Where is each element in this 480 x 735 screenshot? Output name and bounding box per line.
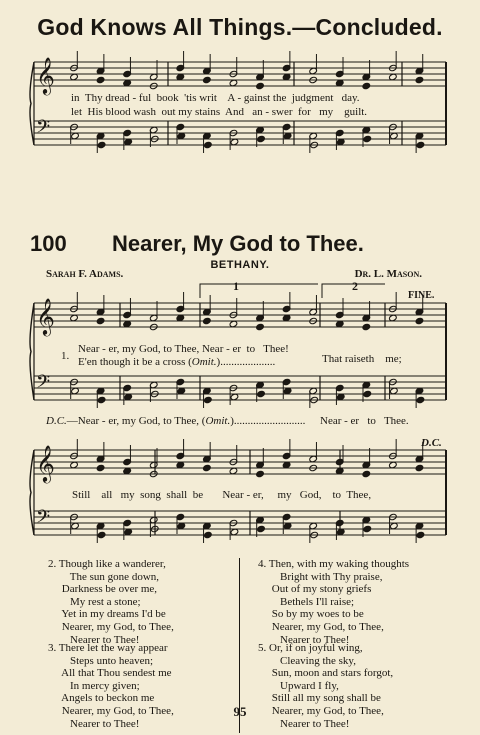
note-head — [203, 76, 212, 83]
note-head — [256, 470, 265, 477]
note-head — [96, 464, 105, 471]
treble-clef-icon: 𝄞 — [36, 56, 55, 94]
bass-clef-icon: 𝄢 — [36, 372, 51, 397]
note-head — [363, 525, 372, 532]
treble-clef-icon: 𝄞 — [36, 444, 55, 482]
fine-label: FINE. — [408, 290, 435, 301]
note-head — [362, 323, 371, 330]
bass-clef-icon: 𝄢 — [36, 507, 51, 532]
note-head — [96, 76, 105, 83]
note-head — [415, 317, 424, 324]
note-head — [363, 390, 372, 397]
note-head — [203, 464, 212, 471]
lyric-line: let His blood wash out my stains And an - swer for my guilt. — [71, 106, 368, 118]
dc-mark: D.C. — [421, 437, 442, 449]
ending-1-label: 1 — [233, 279, 239, 293]
note-head — [204, 531, 213, 538]
lyric-line: Near - er to Thee. — [320, 415, 409, 427]
stanza-5: 5. Or, if on joyful wing, Cleaving the sky, Sun, moon and stars forgot, Upward I fly, Still all my song shall be Nearer, my God, to Thee, Nearer to Thee! — [258, 642, 394, 730]
lyric-line: That raiseth me; — [322, 353, 402, 365]
note-head — [204, 141, 213, 148]
note-head — [203, 317, 212, 324]
note-head — [257, 525, 266, 532]
treble-clef-icon: 𝄞 — [36, 297, 55, 335]
hymn-title: Nearer, My God to Thee. — [112, 231, 364, 256]
note-head — [97, 396, 106, 403]
stanza-2: 2. Though like a wanderer, The sun gone down, Darkness be over me, My rest a stone; Yet in my dreams I'd be Nearer, my God, to Thee, Nearer to Thee! — [48, 558, 174, 646]
verse-number: 1. — [61, 350, 70, 362]
note-head — [257, 135, 266, 142]
page-number: 95 — [233, 704, 247, 719]
lyric-line: Near - er, my God, to Thee, Near - er to Thee! — [78, 343, 289, 355]
note-head — [256, 82, 265, 89]
lyric-line: in Thy dread - ful book 'tis writ A - gainst the judgment day. — [71, 92, 360, 104]
author: Sarah F. Adams. — [46, 268, 124, 280]
note-head — [415, 464, 424, 471]
lyric-line: E'en though it be a cross (Omit.).................... — [78, 356, 276, 368]
note-head — [257, 390, 266, 397]
dc-lyric-line: D.C.—Near - er, my God, to Thee, (Omit.).......................... — [46, 415, 306, 427]
bass-clef-icon: 𝄢 — [36, 117, 51, 142]
stanza-3: 3. There let the way appear Steps unto heaven; All that Thou sendest me In mercy given; Angels to beckon me Nearer, my God, to Thee, Nearer to Thee! — [48, 642, 174, 730]
note-head — [97, 141, 106, 148]
note-head — [256, 323, 265, 330]
lyric-line: Still all my song shall be Near - er, my God, to Thee, — [72, 489, 372, 501]
note-head — [363, 135, 372, 142]
note-head — [204, 396, 213, 403]
note-head — [96, 317, 105, 324]
composer: Dr. L. Mason. — [354, 268, 422, 280]
note-head — [362, 470, 371, 477]
ending-2-label: 2 — [352, 279, 358, 293]
stanza-4: 4. Then, with my waking thoughts Bright with Thy praise, Out of my stony griefs Bethels I'll raise; So by my woes to be Nearer, my God, to Thee, Nearer to Thee! — [258, 558, 410, 646]
note-head — [415, 76, 424, 83]
note-head — [97, 531, 106, 538]
ending-bracket — [200, 284, 318, 298]
hymn-number: 100 — [30, 231, 67, 256]
note-head — [416, 531, 425, 538]
note-head — [416, 141, 425, 148]
tune-name: BETHANY. — [210, 259, 270, 271]
note-head — [362, 82, 371, 89]
page-title: God Knows All Things.—Concluded. — [37, 14, 443, 40]
note-head — [416, 396, 425, 403]
